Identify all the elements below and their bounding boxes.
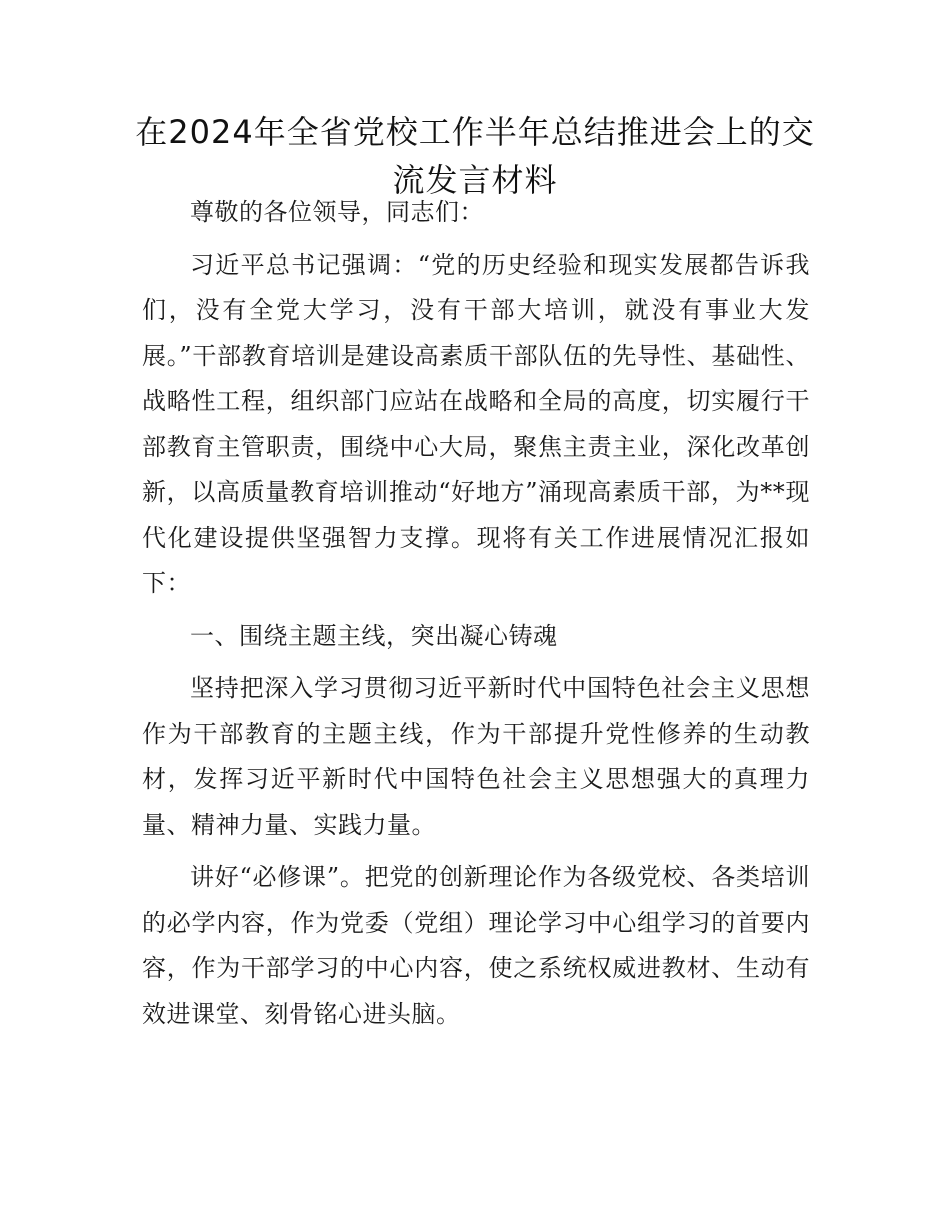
document-body [142, 190, 810, 1037]
paragraph: 讲好“必修课”。把党的创新理论作为各级党校、各类培训的必学内容，作为党委（党组）理论学习中心组学习的首要内容，作为干部学习的中心内容，使之系统权威进教材、生动有效进课堂、刻骨铭心进头脑。 [142, 863, 810, 1028]
paragraph: 习近平总书记强调：“党的历史经验和现实发展都告诉我们，没有全党大学习，没有干部大培训，就没有事业大发展。”干部教育培训是建设高素质干部队伍的先导性、基础性、战略性工程，组织部门应站在战略和全局的高度，切实履行干部教育主管职责，围绕中心大局，聚焦主责主业，深化改革创新，以高质量教育培训推动“好地方”涌现高素质干部，为**现代化建设提供坚强智力支撑。现将有关工作进展情况汇报如下： [142, 250, 810, 597]
section-heading: 一、围绕主题主线，突出凝心铸魂 [190, 621, 558, 650]
paragraph: 坚持把深入学习贯彻习近平新时代中国特色社会主义思想作为干部教育的主题主线，作为干部提升党性修养的生动教材，发挥习近平新时代中国特色社会主义思想强大的真理力量、精神力量、实践力量。 [142, 674, 810, 839]
salutation: 尊敬的各位领导，同志们： [190, 198, 484, 226]
document-title: 在2024年全省党校工作半年总结推进会上的交流发言材料 [135, 113, 815, 199]
